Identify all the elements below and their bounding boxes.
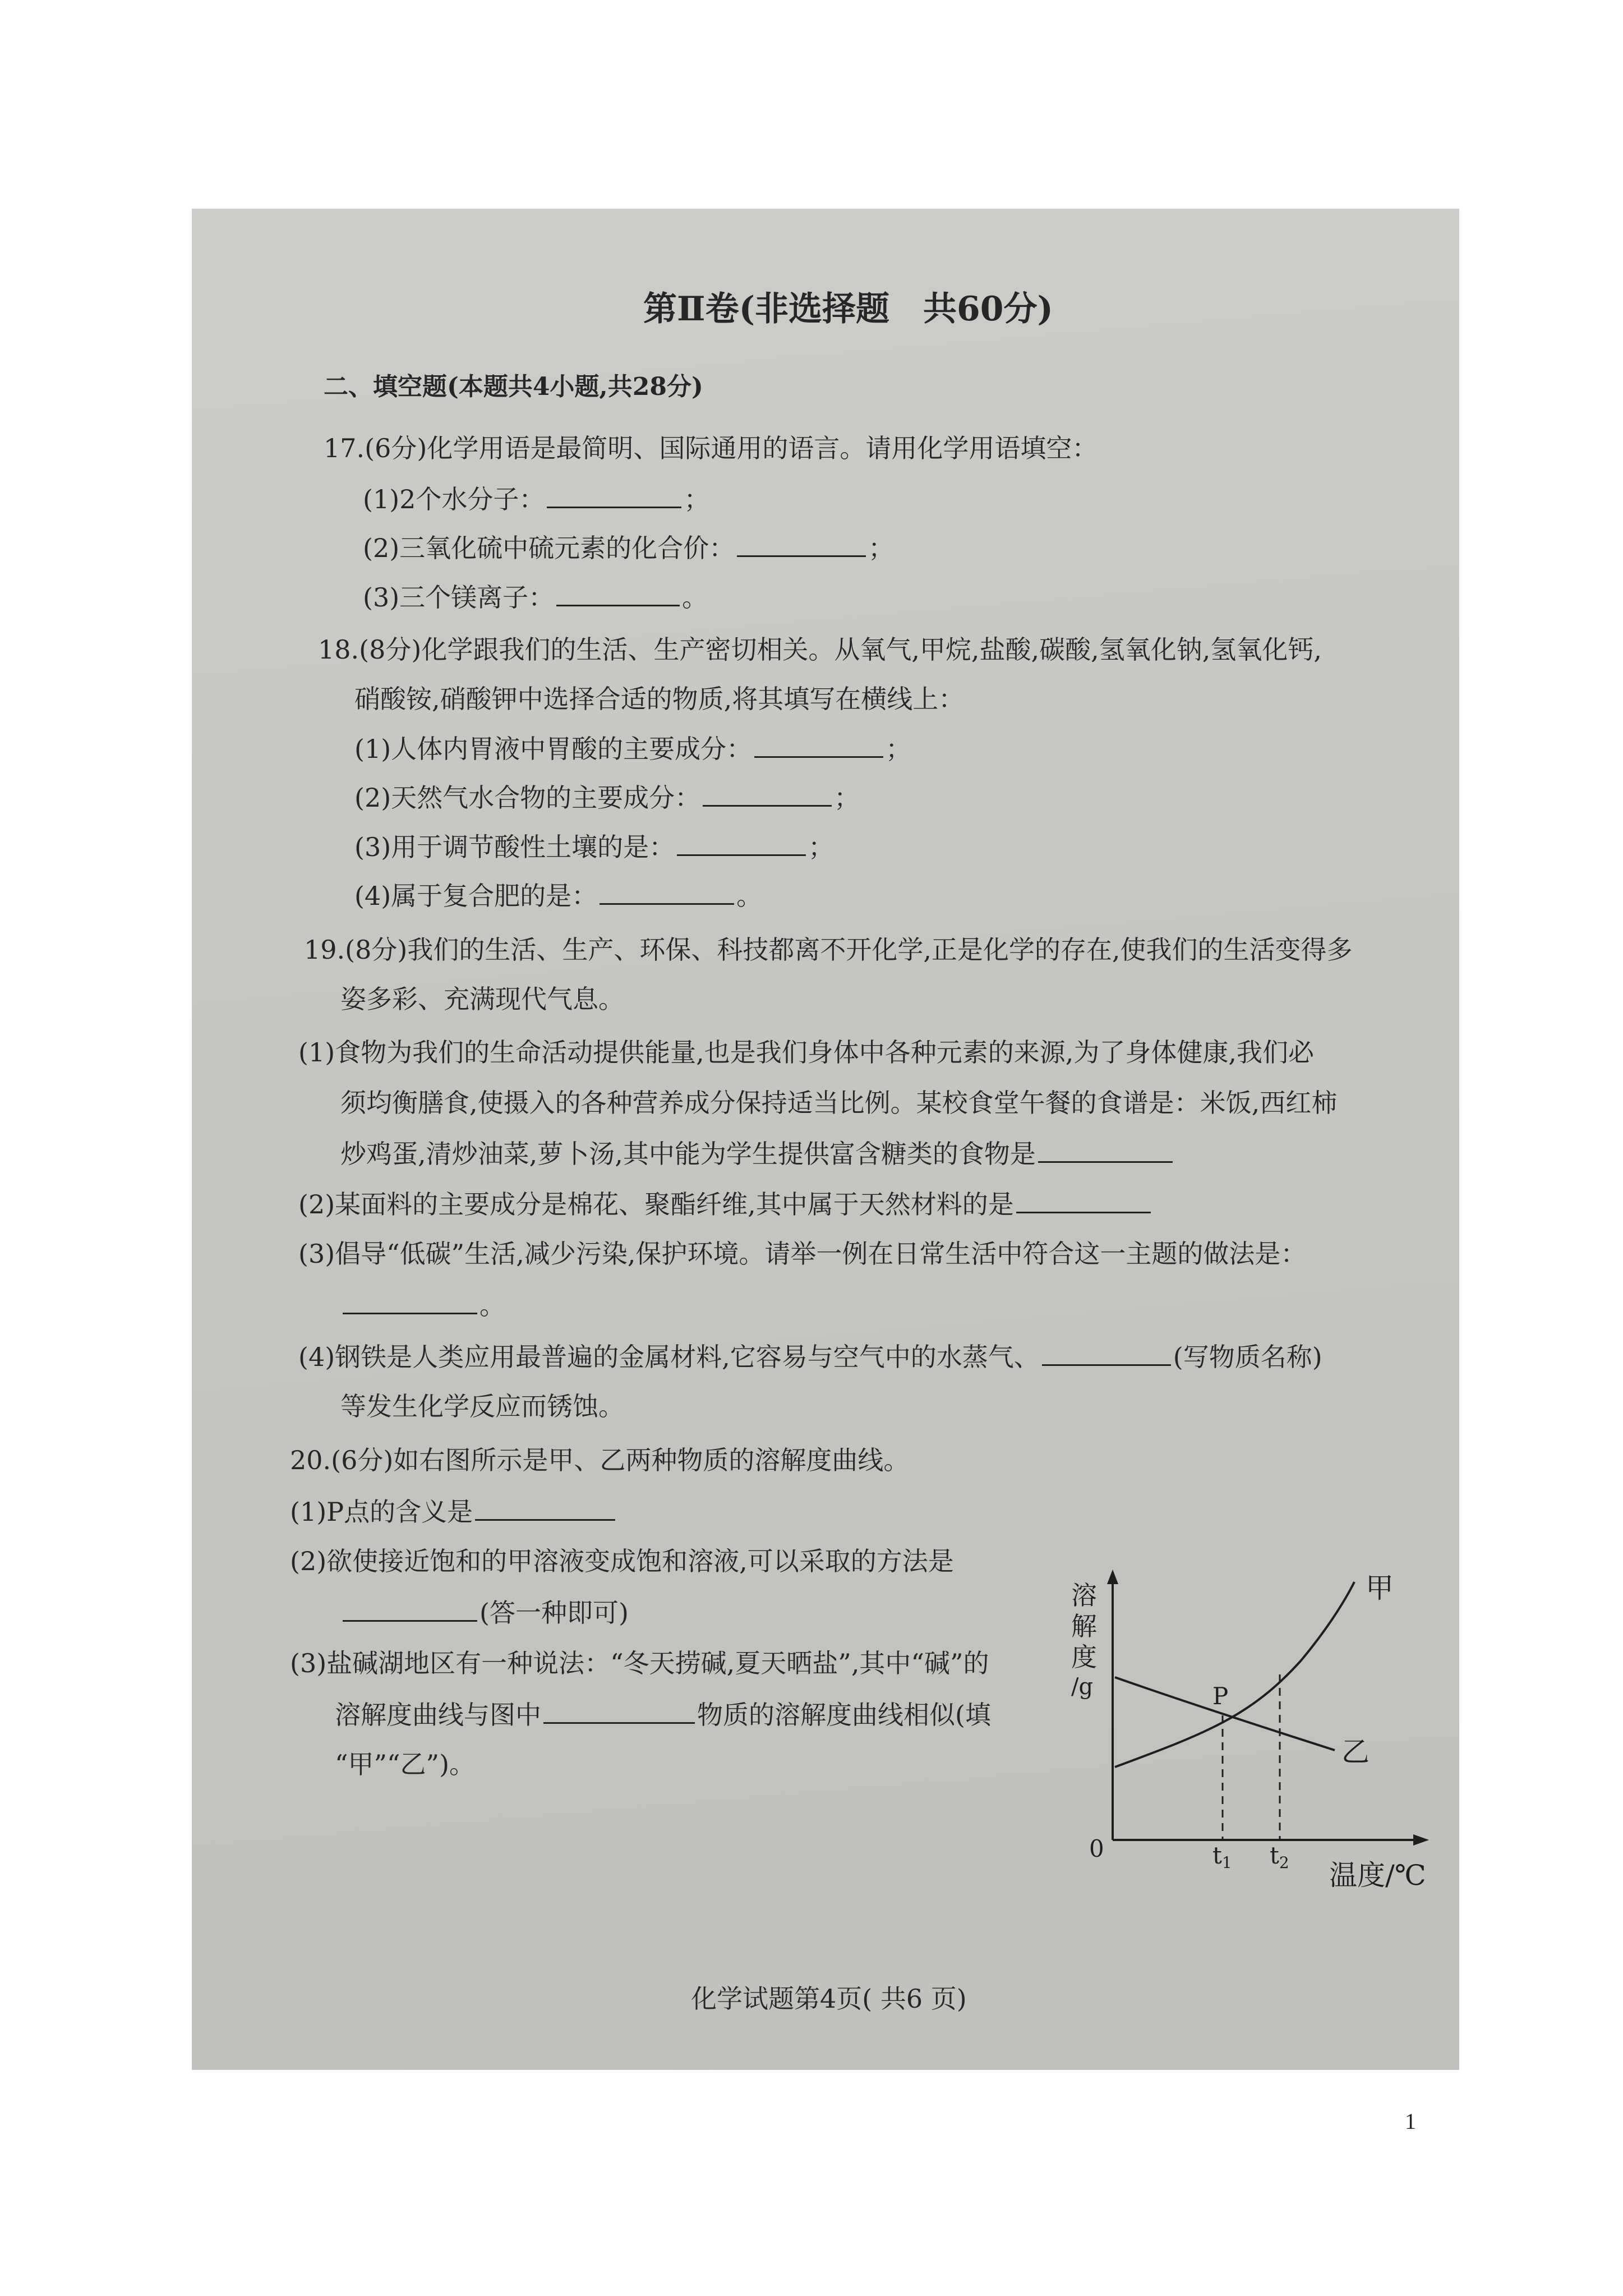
q18-part2-end: ； — [834, 783, 860, 813]
q17-part1-text: (1)2个水分子： — [363, 484, 545, 514]
q19-part1-line3 — [340, 1135, 1175, 1171]
q18-part3-text: (3)用于调节酸性土壤的是： — [354, 832, 675, 862]
q17-part3 — [363, 579, 708, 615]
q18-part4-text: (4)属于复合肥的是： — [354, 881, 598, 911]
q17-part2 — [363, 530, 894, 565]
q18-answer-blank-3[interactable] — [677, 829, 806, 856]
q19-part3-line1: (3)倡导“低碳”生活,减少污染,保护环境。请举一例在日常生活中符合这一主题的做法是： — [298, 1239, 1307, 1269]
q19-part3-end: 。 — [479, 1290, 505, 1320]
q18-part1-text: (1)人体内胃液中胃酸的主要成分： — [354, 734, 753, 764]
q19-part3-line2 — [340, 1287, 505, 1323]
q19-stem-line2: 姿多彩、充满现代气息。 — [340, 984, 624, 1014]
q17-part2-text: (2)三氧化硫中硫元素的化合价： — [363, 533, 735, 563]
q19-answer-blank-4[interactable] — [1042, 1338, 1171, 1366]
q18-answer-blank-2[interactable] — [703, 779, 832, 807]
t2-label — [1270, 1842, 1289, 1872]
q18-answer-blank-1[interactable] — [754, 730, 883, 758]
y-axis-label-3: 度 — [1071, 1642, 1097, 1672]
q20-part2-note: (答一种即可) — [479, 1598, 629, 1628]
q17-part2-end: ； — [868, 533, 895, 563]
q20-part2-line2 — [340, 1594, 629, 1630]
q18-part4-end: 。 — [736, 881, 763, 911]
q18-stem-line2: 硝酸铵,硝酸钾中选择合适的物质,将其填写在横线上： — [354, 684, 965, 714]
q17-part3-end: 。 — [682, 582, 708, 613]
q19-part4-line1 — [298, 1338, 1322, 1374]
q19-answer-blank-1[interactable] — [1038, 1135, 1173, 1163]
curve-yi-label: 乙 — [1341, 1736, 1370, 1768]
y-axis-arrow — [1107, 1570, 1118, 1584]
curve-jia-label: 甲 — [1366, 1572, 1394, 1604]
q17-part1 — [363, 481, 709, 517]
q20-part3-line3: “甲”“乙”)。 — [335, 1749, 476, 1779]
q20-part2: (2)欲使接近饱和的甲溶液变成饱和溶液,可以采取的方法是 — [290, 1546, 954, 1576]
y-axis-label-2: 解 — [1071, 1611, 1097, 1641]
solubility-curve-figure — [1066, 1565, 1436, 1890]
page-footer: 化学试题第4页( 共6 页) — [691, 1984, 967, 2014]
q18-part1-end: ； — [886, 734, 912, 764]
section-heading: 二、填空题(本题共4小题,共28分) — [324, 372, 703, 401]
q19-part4-line2: 等发生化学反应而锈蚀。 — [340, 1391, 624, 1421]
q19-answer-blank-2[interactable] — [1016, 1186, 1151, 1213]
q19-part2 — [298, 1186, 1153, 1222]
q18-part2 — [354, 779, 860, 815]
page-number: 1 — [1405, 2109, 1416, 2134]
q18-part4 — [354, 877, 762, 913]
y-axis-label-1: 溶 — [1071, 1580, 1097, 1611]
q20-answer-blank-3[interactable] — [543, 1696, 695, 1724]
q20-part1 — [290, 1493, 617, 1529]
q19-part4-text: (4)钢铁是人类应用最普遍的金属材料,它容易与空气中的水蒸气、 — [298, 1342, 1040, 1372]
q17-answer-blank-2[interactable] — [737, 530, 866, 557]
q20-part3-line2-a: 溶解度曲线与图中 — [335, 1700, 541, 1730]
t2-label-main: t — [1270, 1842, 1279, 1869]
y-axis-label-4: /g — [1071, 1674, 1094, 1700]
q19-part1-line2: 须均衡膳食,使摄入的各种营养成分保持适当比例。某校食堂午餐的食谱是：米饭,西红柿 — [340, 1088, 1338, 1118]
q20-part3-line2-b: 物质的溶解度曲线相似(填 — [697, 1700, 991, 1730]
t1-label-main: t — [1212, 1842, 1222, 1869]
point-p-label: P — [1212, 1682, 1229, 1710]
paper-title: 第Ⅱ卷(非选择题 共60分) — [643, 289, 1053, 329]
q18-answer-blank-4[interactable] — [600, 877, 734, 905]
q20-part3-line2 — [335, 1696, 991, 1732]
q20-answer-blank-1[interactable] — [475, 1493, 615, 1521]
x-axis-label: 温度/℃ — [1329, 1859, 1426, 1890]
q18-part3 — [354, 829, 834, 864]
q19-part1-line3-text: 炒鸡蛋,清炒油菜,萝卜汤,其中能为学生提供富含糖类的食物是 — [340, 1139, 1036, 1169]
q17-part3-text: (3)三个镁离子： — [363, 582, 555, 613]
q18-stem-line1: 18.(8分)化学跟我们的生活、生产密切相关。从氧气,甲烷,盐酸,碳酸,氢氧化钠,氢氧化钙, — [318, 634, 1322, 665]
q18-part3-end: ； — [808, 832, 834, 862]
origin-label: 0 — [1089, 1835, 1104, 1862]
q19-part2-text: (2)某面料的主要成分是棉花、聚酯纤维,其中属于天然材料的是 — [298, 1189, 1014, 1220]
q20-answer-blank-2[interactable] — [343, 1594, 477, 1622]
q19-part1-line1: (1)食物为我们的生命活动提供能量,也是我们身体中各种元素的来源,为了身体健康,我们必 — [298, 1037, 1315, 1068]
t1-label — [1212, 1842, 1232, 1872]
q18-part1 — [354, 730, 911, 766]
q20-stem: 20.(6分)如右图所示是甲、乙两种物质的溶解度曲线。 — [290, 1445, 910, 1475]
q17-stem: 17.(6分)化学用语是最简明、国际通用的语言。请用化学用语填空： — [324, 433, 1098, 463]
q17-part1-end: ； — [684, 484, 710, 514]
q17-answer-blank-1[interactable] — [547, 481, 681, 508]
q20-part1-text: (1)P点的含义是 — [290, 1497, 473, 1527]
curve-jia — [1115, 1582, 1354, 1767]
q20-part3-line1: (3)盐碱湖地区有一种说法：“冬天捞碱,夏天晒盐”,其中“碱”的 — [290, 1648, 989, 1678]
t1-label-sub: 1 — [1221, 1853, 1232, 1872]
q19-stem-line1: 19.(8分)我们的生活、生产、环保、科技都离不开化学,正是化学的存在,使我们的生活变得多 — [304, 935, 1353, 965]
q18-part2-text: (2)天然气水合物的主要成分： — [354, 783, 701, 813]
t2-label-sub: 2 — [1279, 1853, 1289, 1872]
x-axis-arrow — [1413, 1834, 1429, 1846]
q19-answer-blank-3[interactable] — [343, 1287, 477, 1314]
q19-part4-note: (写物质名称) — [1173, 1342, 1322, 1372]
q17-answer-blank-3[interactable] — [556, 579, 680, 606]
